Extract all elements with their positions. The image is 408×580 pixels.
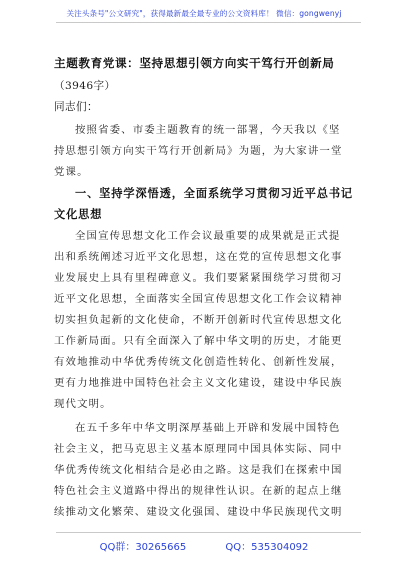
paragraph-line: 业发展史上具有里程碑意义。我们要紧紧围绕学习贯彻习 xyxy=(54,272,343,284)
footer-contacts xyxy=(0,538,408,553)
intro-paragraph xyxy=(54,120,366,183)
paragraph-line: 出和系统阐述习近平文化思想，这在党的宣传思想文化事 xyxy=(54,251,343,263)
paragraph-line: 特色社会主义道路中得出的规律性认识。在新的起点上继 xyxy=(54,485,343,497)
heading-line: 一、坚持学深悟透，全面系统学习贯彻习近平总书记 xyxy=(75,187,354,200)
footer-qq-number: QQ：535304092 xyxy=(225,542,309,553)
paragraph-line: 更有力地推进中国特色社会主义文化建设，建设中华民族 xyxy=(54,377,343,389)
footer-qq-group: QQ群：30265665 xyxy=(99,542,187,553)
paragraph-line: 切实担负起新的文化使命，不断开创新时代宣传思想文化 xyxy=(54,314,343,326)
body-paragraph-1 xyxy=(54,226,366,415)
header-watermark-note: 关注头条号"公文研究"，获得最新最全最专业的公文资料库！ 微信：gongwenyj xyxy=(66,9,342,18)
paragraph-line: 按照省委、市委主题教育的统一部署，今天我以《坚 xyxy=(75,124,341,136)
paragraph-line: 社会主义，把马克思主义基本原理同中国具体实际、同中 xyxy=(54,443,343,455)
greeting: 同志们： xyxy=(54,101,98,113)
document-title: 主题教育党课：坚持思想引领方向实干笃行开创新局 xyxy=(54,56,335,70)
paragraph-line: 华优秀传统文化相结合是必由之路。这是我们在探索中国 xyxy=(54,464,343,476)
paragraph-line: 持思想引领方向实干笃行开创新局》为题，为大家讲一堂 xyxy=(54,145,343,157)
header-divider xyxy=(56,22,361,23)
paragraph-line: 续推动文化繁荣、建设文化强国、建设中华民族现代文明 xyxy=(54,506,343,518)
paragraph-line: 工作新局面。只有全面深入了解中华文明的历史，才能更 xyxy=(54,335,343,347)
section-heading xyxy=(54,183,366,225)
paragraph-line: 在五千多年中华文明深厚基础上开辟和发展中国特色 xyxy=(75,422,341,434)
footer-divider xyxy=(56,532,361,533)
paragraph-line: 党课。 xyxy=(54,166,89,178)
body-paragraph-2 xyxy=(54,418,366,523)
paragraph-line: 现代文明。 xyxy=(54,398,112,410)
heading-line: 文化思想 xyxy=(54,208,103,221)
word-count: （3946字） xyxy=(54,80,116,92)
paragraph-line: 全国宣传思想文化工作会议最重要的成果就是正式提 xyxy=(75,230,341,242)
paragraph-line: 近平文化思想，全面落实全国宣传思想文化工作会议精神 xyxy=(54,293,343,305)
paragraph-line: 有效地推动中华优秀传统文化创造性转化、创新性发展， xyxy=(54,356,343,368)
